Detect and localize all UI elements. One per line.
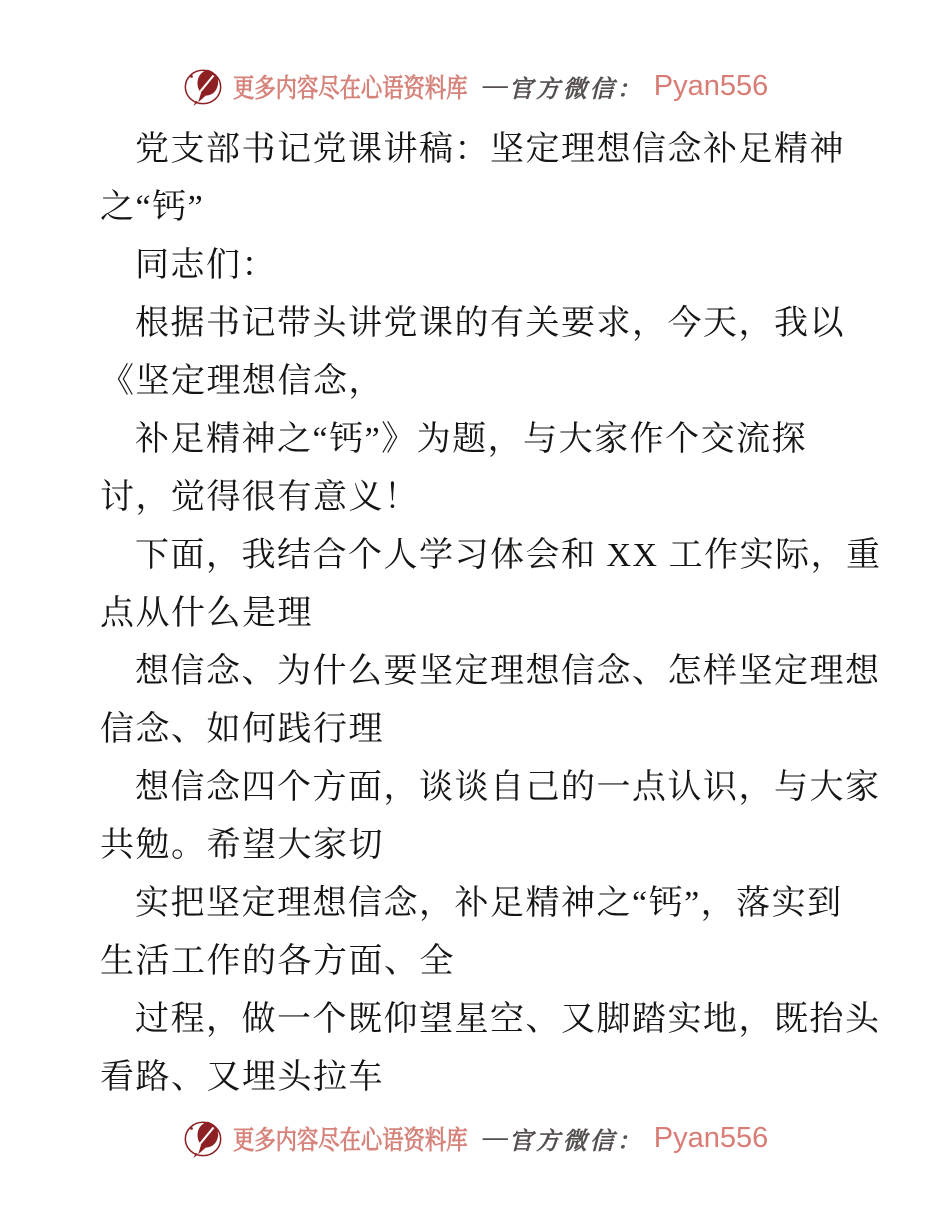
footer-watermark bbox=[0, 1114, 950, 1162]
watermark-wechat-id: Pyan556 bbox=[653, 69, 769, 102]
document-line: 想信念、为什么要坚定理想信念、怎样坚定理想 bbox=[135, 653, 881, 690]
brand-logo-icon bbox=[182, 62, 224, 110]
document-line: 实把坚定理想信念，补足精神之“钙”，落实到 bbox=[135, 885, 843, 922]
document-line: 生活工作的各方面、全 bbox=[100, 943, 455, 980]
watermark-dash: — bbox=[482, 1124, 508, 1151]
document-line: 之“钙” bbox=[100, 189, 205, 226]
document-line: 补足精神之“钙”》为题，与大家作个交流探 bbox=[135, 421, 808, 458]
document-line: 看路、又埋头拉车 bbox=[100, 1059, 384, 1096]
watermark-dash: — bbox=[482, 72, 508, 99]
document-line: 根据书记带头讲党课的有关要求，今天，我以 bbox=[135, 305, 845, 342]
watermark-wechat-id: Pyan556 bbox=[653, 1121, 769, 1154]
document-line: 信念、如何践行理 bbox=[100, 711, 384, 748]
watermark-brand-text: 更多内容尽在心语资料库 bbox=[232, 73, 468, 103]
header-watermark bbox=[0, 62, 950, 110]
brand-logo-icon bbox=[182, 1114, 224, 1162]
document-line: 讨，觉得很有意义！ bbox=[100, 479, 420, 516]
document-body bbox=[100, 121, 882, 1107]
document-line: 同志们： bbox=[135, 247, 277, 284]
document-line: 《坚定理想信念， bbox=[100, 363, 384, 400]
document-line: 共勉。希望大家切 bbox=[100, 827, 384, 864]
document-line: 党支部书记党课讲稿：坚定理想信念补足精神 bbox=[135, 131, 845, 168]
watermark-brand-text: 更多内容尽在心语资料库 bbox=[232, 1125, 468, 1155]
watermark-wechat-label: 官方微信： bbox=[508, 76, 644, 103]
document-line: 过程，做一个既仰望星空、又脚踏实地，既抬头 bbox=[135, 1001, 881, 1038]
document-line: 点从什么是理 bbox=[100, 595, 313, 632]
watermark-wechat-label: 官方微信： bbox=[508, 1128, 644, 1155]
document-line: 下面，我结合个人学习体会和 XX 工作实际，重 bbox=[135, 537, 882, 574]
document-line: 想信念四个方面，谈谈自己的一点认识，与大家 bbox=[135, 769, 881, 806]
